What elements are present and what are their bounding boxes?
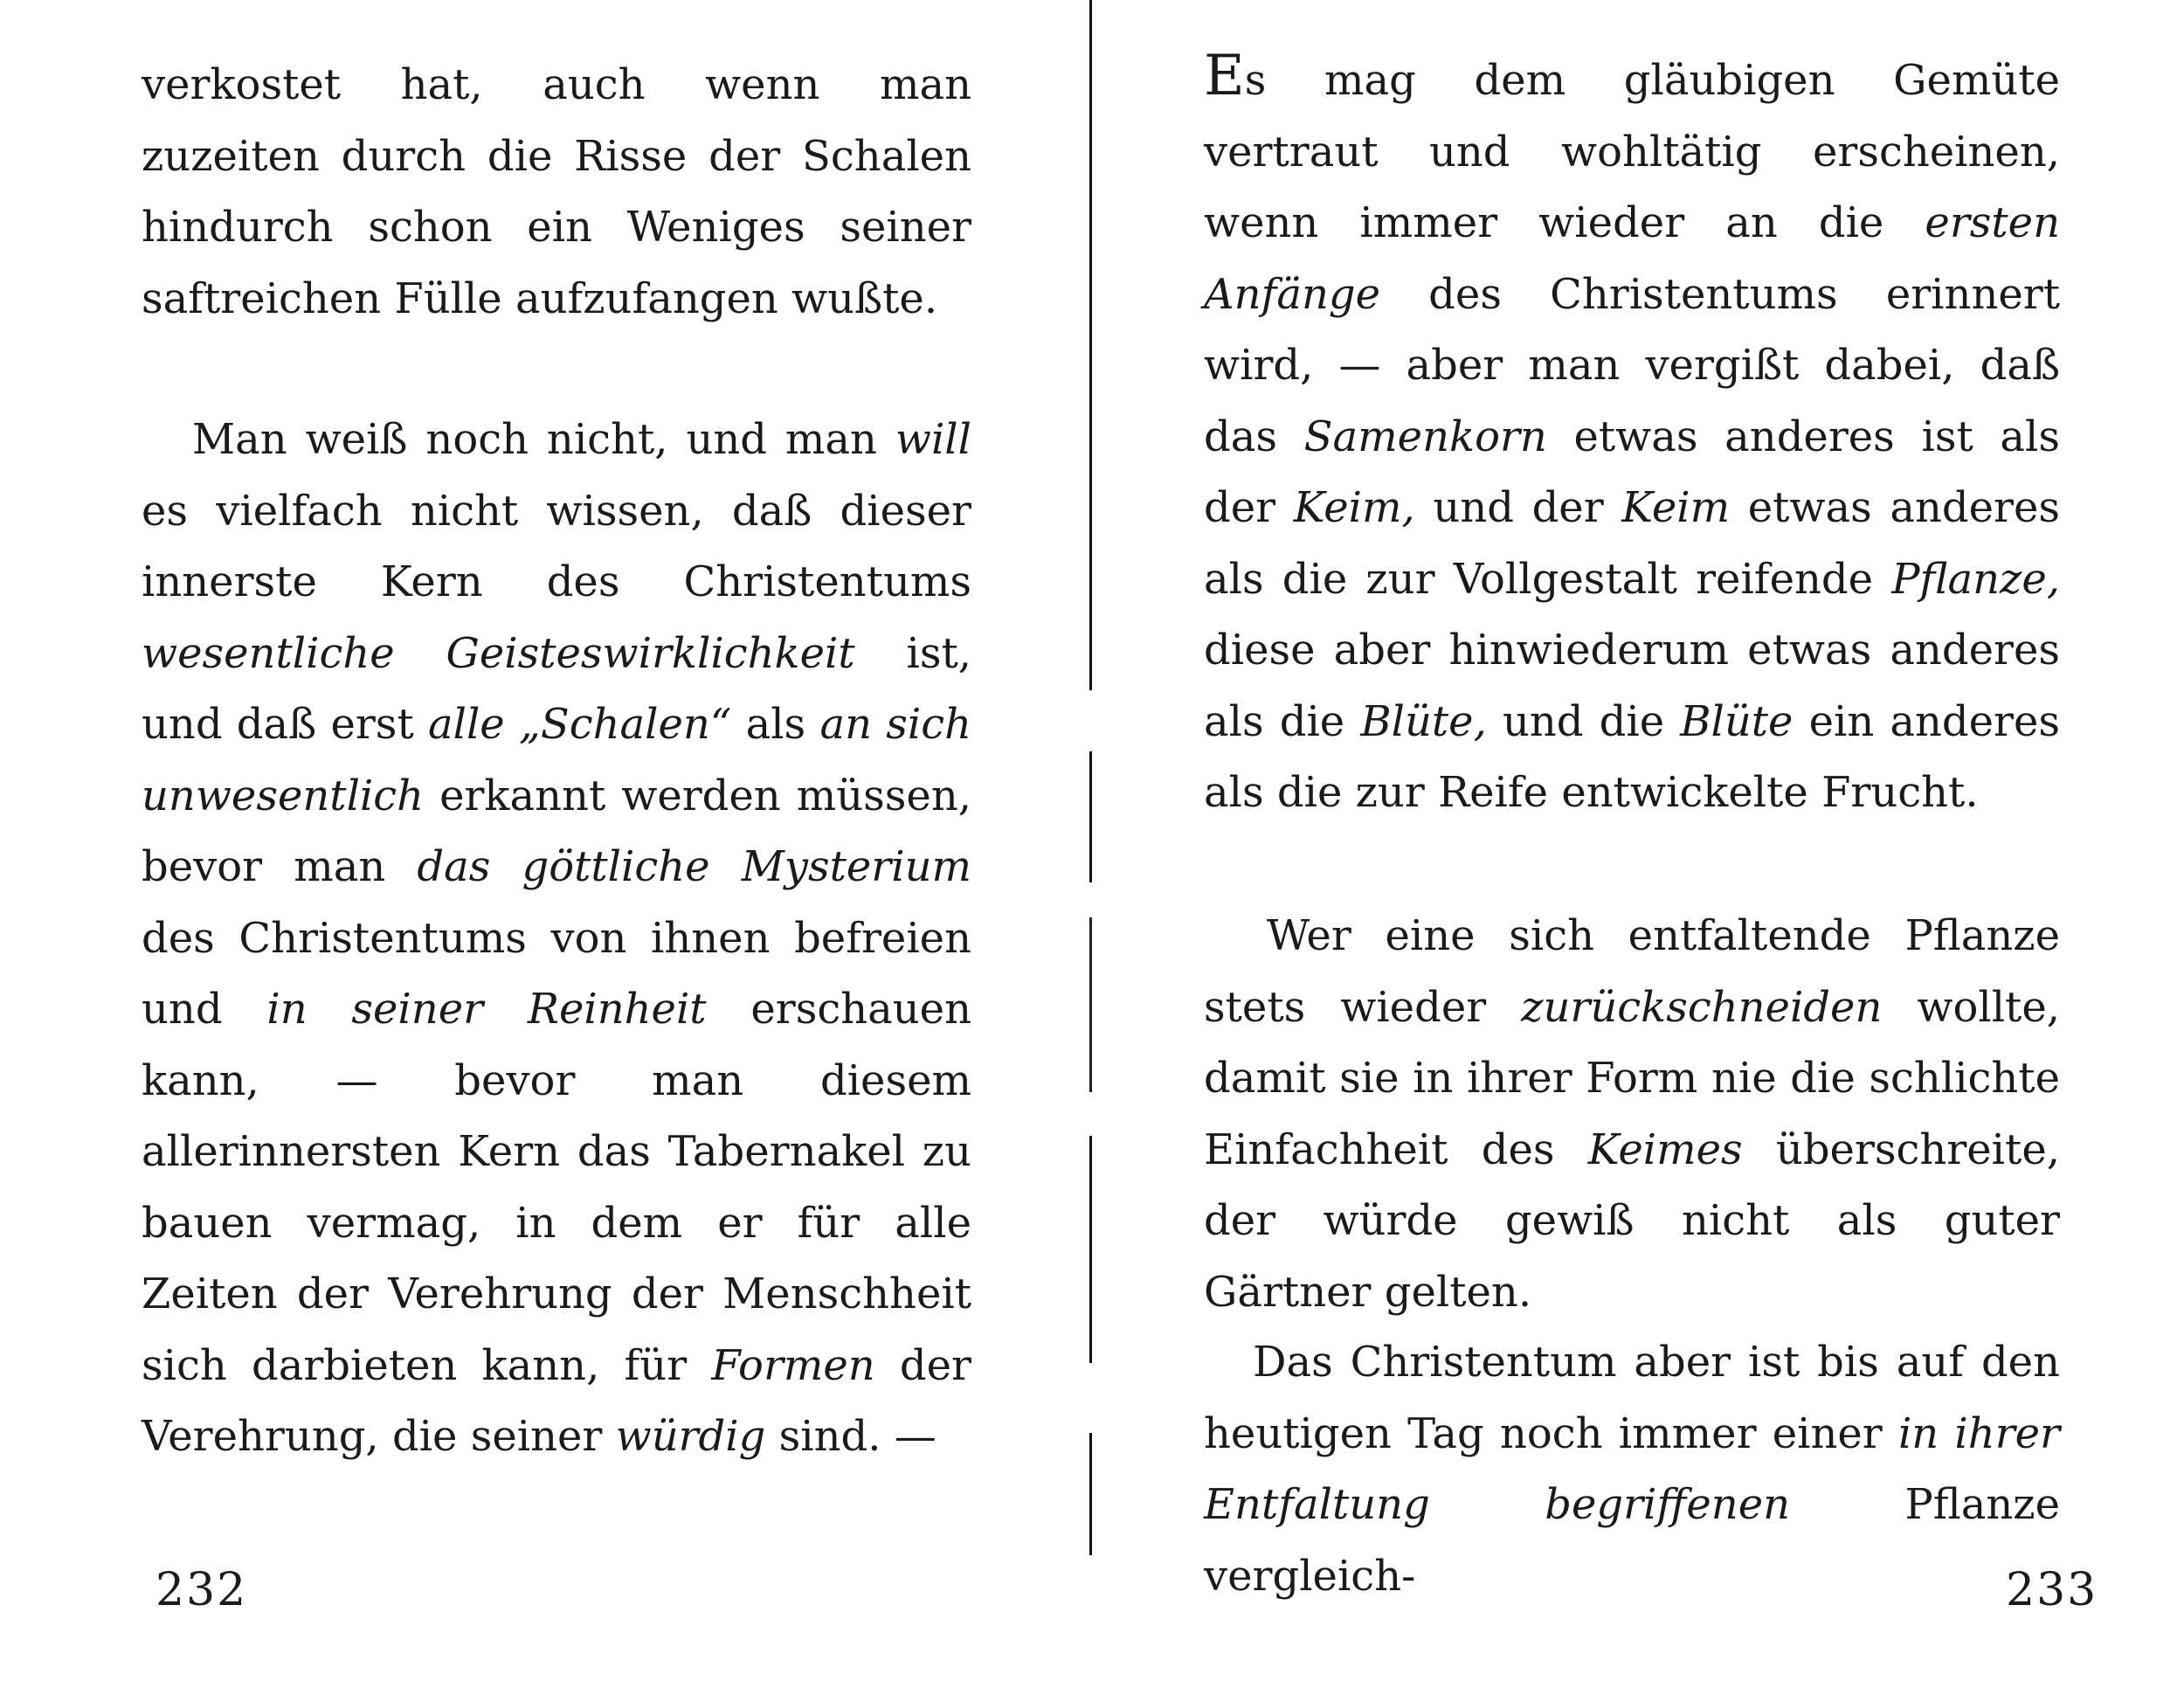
text-run: etwas anderes ist als der (1204, 412, 2061, 532)
italic-run: Keim (1621, 483, 1731, 532)
italic-run: Pflanze, (1891, 554, 2060, 604)
text-run: Man weiß noch nicht, und man (192, 415, 895, 464)
italic-run: will (895, 415, 971, 464)
page-number-right: 233 (2006, 1564, 2098, 1616)
text-run: etwas anderes als die zur Vollgestalt reifende (1204, 483, 2060, 604)
italic-run: in seiner Reinheit (266, 985, 707, 1034)
text-run: des Christentums erinnert wird, — aber man vergißt dabei, daß das (1204, 269, 2060, 461)
text-run: ist, und daß erst (142, 628, 971, 749)
italic-run: Keimes (1587, 1124, 1743, 1174)
text-run: es vielfach nicht wissen, daß dieser innerste Kern des Christentums (142, 486, 971, 606)
text-run: überschreite, der würde gewiß nicht als guter Gärtner gelten. (1204, 1124, 2060, 1317)
text-run: diese aber hinwiederum etwas anderes als die (1204, 626, 2060, 746)
italic-run: Samenkorn (1303, 412, 1547, 461)
text-run: erkannt werden müssen, bevor man (142, 771, 971, 891)
right-paragraph-3 (1204, 1327, 2060, 1612)
italic-run: Blüte, (1360, 696, 1487, 746)
text-run: erschauen kann, — bevor man diesem allerinnersten Kern das Tabernakel zu bauen vermag, in dem er für alle Zeiten der Verehrung der Menschheit sich darbieten kann, für (142, 985, 972, 1390)
book-gutter-line (1089, 0, 1092, 1555)
text-run: sind. — (765, 1412, 936, 1461)
page-number-left: 232 (156, 1564, 248, 1616)
text-run: und die (1486, 696, 1681, 746)
text-run: Das Christentum aber ist bis auf den heutigen Tag noch immer einer (1204, 1338, 2060, 1458)
italic-run: ersten Anfänge (1204, 198, 2060, 319)
italic-run: wesentliche Geisteswirklichkeit (142, 628, 855, 678)
text-run: als (731, 700, 820, 749)
text-run: der Verehrung, die seiner (142, 1340, 971, 1461)
italic-run: Formen (711, 1340, 875, 1390)
text-run: des Christentums von ihnen befreien und (142, 913, 971, 1034)
right-paragraph-2 (1204, 901, 2060, 1328)
italic-run: in ihrer Entfaltung begriffenen (1204, 1408, 2060, 1529)
left-paragraph-2 (142, 405, 971, 1473)
text-run: Pflanze vergleich- (1204, 1480, 2060, 1601)
italic-run: alle „Schalen“ (427, 700, 732, 749)
text-run: ein anderes als die zur Reife entwickelte Frucht. (1204, 696, 2061, 817)
italic-run: das göttliche Mysterium (417, 842, 972, 891)
text-run: verkostet hat, auch wenn man zuzeiten durch die Risse der Schalen hindurch schon ein Weniges seiner saftreichen Fülle aufzufangen wußte. (142, 60, 971, 323)
text-run: s mag dem gläubigen Gemüte vertraut und wohltätig erscheinen, wenn immer wieder an die (1204, 56, 2060, 247)
italic-run: Keim, (1293, 483, 1415, 532)
italic-run: würdig (615, 1412, 766, 1461)
text-run: und der (1414, 483, 1622, 532)
right-paragraph-1 (1204, 45, 2060, 829)
text-run: Wer eine sich entfaltende Pflanze stets wieder (1204, 911, 2060, 1032)
initial-letter: E (1204, 44, 1245, 108)
italic-run: zurückschneiden (1521, 982, 1883, 1032)
text-run: wollte, damit sie in ihrer Form nie die schlichte Einfachheit des (1204, 982, 2060, 1174)
italic-run: Blüte (1680, 696, 1794, 746)
left-paragraph-1 (142, 50, 971, 335)
italic-run: an sich unwesentlich (142, 700, 972, 820)
